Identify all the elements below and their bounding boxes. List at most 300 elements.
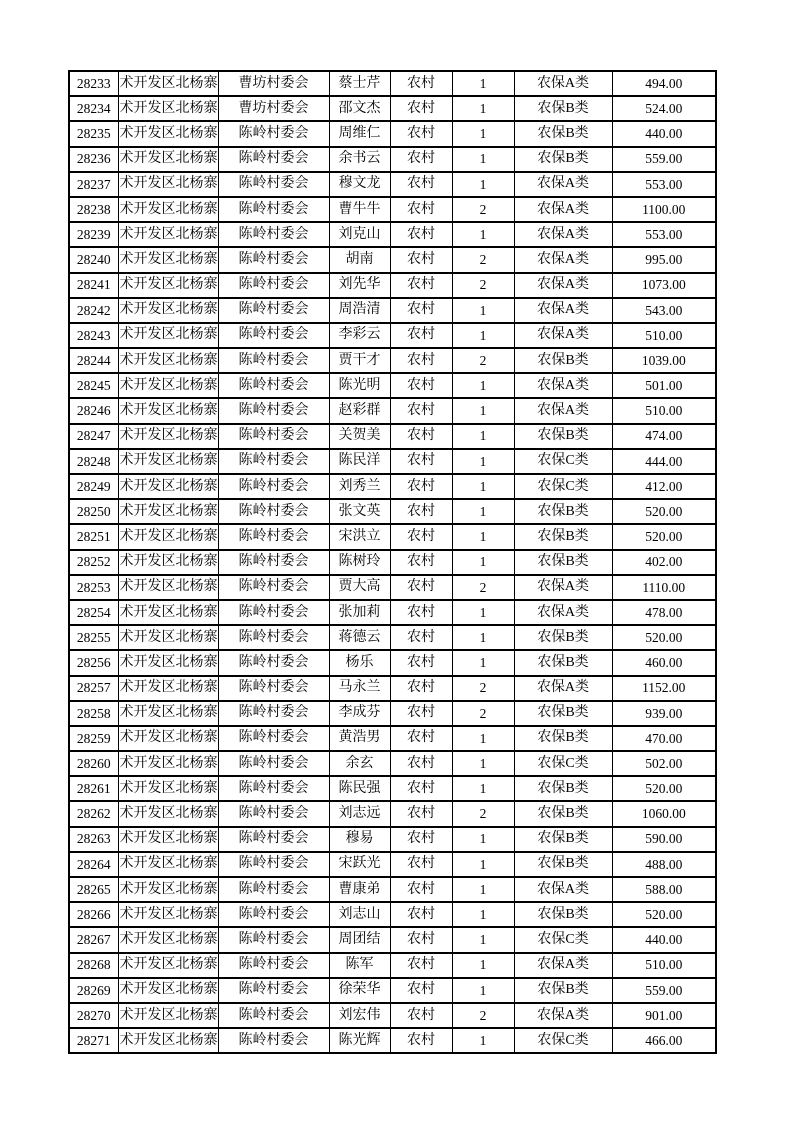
cell-residence: 农村 (390, 575, 452, 600)
table-row (69, 222, 716, 247)
cell-count: 1 (452, 71, 514, 96)
table-row (69, 273, 716, 298)
cell-district: 术开发区北杨寨 (118, 348, 218, 373)
cell-amount: 460.00 (612, 650, 716, 675)
cell-village: 陈岭村委会 (218, 650, 329, 675)
cell-village: 陈岭村委会 (218, 222, 329, 247)
cell-village: 陈岭村委会 (218, 827, 329, 852)
cell-amount: 488.00 (612, 852, 716, 877)
cell-id: 28238 (69, 197, 118, 222)
cell-residence: 农村 (390, 273, 452, 298)
cell-village: 陈岭村委会 (218, 701, 329, 726)
cell-count: 1 (452, 600, 514, 625)
cell-id: 28247 (69, 424, 118, 449)
cell-category: 农保B类 (514, 147, 612, 172)
cell-count: 1 (452, 953, 514, 978)
cell-residence: 农村 (390, 801, 452, 826)
cell-amount: 478.00 (612, 600, 716, 625)
cell-amount: 590.00 (612, 827, 716, 852)
cell-residence: 农村 (390, 701, 452, 726)
cell-name: 宋洪立 (329, 524, 390, 549)
cell-amount: 995.00 (612, 247, 716, 272)
cell-district: 术开发区北杨寨 (118, 701, 218, 726)
table-row (69, 600, 716, 625)
cell-village: 陈岭村委会 (218, 348, 329, 373)
cell-id: 28253 (69, 575, 118, 600)
cell-district: 术开发区北杨寨 (118, 625, 218, 650)
table-body (69, 71, 716, 1053)
cell-district: 术开发区北杨寨 (118, 449, 218, 474)
cell-village: 陈岭村委会 (218, 121, 329, 146)
cell-amount: 494.00 (612, 71, 716, 96)
cell-category: 农保B类 (514, 550, 612, 575)
cell-count: 1 (452, 398, 514, 423)
cell-village: 陈岭村委会 (218, 751, 329, 776)
cell-category: 农保B类 (514, 524, 612, 549)
cell-district: 术开发区北杨寨 (118, 852, 218, 877)
cell-residence: 农村 (390, 625, 452, 650)
cell-village: 曹坊村委会 (218, 71, 329, 96)
cell-village: 陈岭村委会 (218, 953, 329, 978)
cell-district: 术开发区北杨寨 (118, 524, 218, 549)
cell-id: 28259 (69, 726, 118, 751)
cell-name: 刘志山 (329, 902, 390, 927)
cell-village: 陈岭村委会 (218, 197, 329, 222)
table-row (69, 676, 716, 701)
cell-category: 农保B类 (514, 121, 612, 146)
cell-count: 1 (452, 751, 514, 776)
cell-amount: 502.00 (612, 751, 716, 776)
table-row (69, 927, 716, 952)
cell-count: 2 (452, 247, 514, 272)
cell-name: 马永兰 (329, 676, 390, 701)
cell-residence: 农村 (390, 449, 452, 474)
cell-village: 陈岭村委会 (218, 323, 329, 348)
cell-id: 28237 (69, 172, 118, 197)
cell-count: 1 (452, 726, 514, 751)
cell-category: 农保A类 (514, 398, 612, 423)
cell-village: 陈岭村委会 (218, 575, 329, 600)
cell-residence: 农村 (390, 524, 452, 549)
cell-amount: 588.00 (612, 877, 716, 902)
cell-district: 术开发区北杨寨 (118, 499, 218, 524)
table-row (69, 323, 716, 348)
cell-name: 张文英 (329, 499, 390, 524)
cell-village: 陈岭村委会 (218, 147, 329, 172)
cell-district: 术开发区北杨寨 (118, 147, 218, 172)
cell-district: 术开发区北杨寨 (118, 247, 218, 272)
cell-count: 2 (452, 676, 514, 701)
cell-residence: 农村 (390, 298, 452, 323)
cell-amount: 520.00 (612, 776, 716, 801)
cell-category: 农保C类 (514, 927, 612, 952)
cell-residence: 农村 (390, 751, 452, 776)
cell-count: 2 (452, 801, 514, 826)
cell-residence: 农村 (390, 499, 452, 524)
cell-id: 28254 (69, 600, 118, 625)
table-row (69, 373, 716, 398)
table-row (69, 449, 716, 474)
cell-amount: 553.00 (612, 222, 716, 247)
cell-category: 农保B类 (514, 978, 612, 1003)
cell-district: 术开发区北杨寨 (118, 373, 218, 398)
cell-category: 农保B类 (514, 96, 612, 121)
cell-name: 余书云 (329, 147, 390, 172)
cell-count: 1 (452, 902, 514, 927)
table-row (69, 726, 716, 751)
table-row (69, 776, 716, 801)
cell-id: 28246 (69, 398, 118, 423)
cell-id: 28250 (69, 499, 118, 524)
cell-category: 农保A类 (514, 1003, 612, 1028)
cell-name: 刘志远 (329, 801, 390, 826)
table-row (69, 550, 716, 575)
cell-id: 28243 (69, 323, 118, 348)
table-row (69, 398, 716, 423)
cell-id: 28239 (69, 222, 118, 247)
cell-count: 1 (452, 298, 514, 323)
cell-village: 陈岭村委会 (218, 1003, 329, 1028)
table-row (69, 424, 716, 449)
cell-village: 陈岭村委会 (218, 776, 329, 801)
cell-residence: 农村 (390, 978, 452, 1003)
table-row (69, 121, 716, 146)
cell-category: 农保B类 (514, 701, 612, 726)
cell-category: 农保C类 (514, 1028, 612, 1053)
cell-category: 农保B类 (514, 499, 612, 524)
cell-name: 穆易 (329, 827, 390, 852)
cell-village: 陈岭村委会 (218, 499, 329, 524)
table-row (69, 96, 716, 121)
cell-residence: 农村 (390, 247, 452, 272)
cell-district: 术开发区北杨寨 (118, 222, 218, 247)
cell-category: 农保A类 (514, 373, 612, 398)
cell-name: 黄浩男 (329, 726, 390, 751)
cell-district: 术开发区北杨寨 (118, 953, 218, 978)
cell-category: 农保A类 (514, 676, 612, 701)
cell-residence: 农村 (390, 927, 452, 952)
cell-category: 农保A类 (514, 298, 612, 323)
cell-district: 术开发区北杨寨 (118, 273, 218, 298)
cell-count: 1 (452, 877, 514, 902)
cell-amount: 440.00 (612, 121, 716, 146)
cell-id: 28249 (69, 474, 118, 499)
cell-category: 农保B类 (514, 726, 612, 751)
cell-residence: 农村 (390, 1028, 452, 1053)
cell-count: 1 (452, 1028, 514, 1053)
cell-residence: 农村 (390, 1003, 452, 1028)
cell-village: 陈岭村委会 (218, 172, 329, 197)
cell-residence: 农村 (390, 902, 452, 927)
cell-name: 陈民洋 (329, 449, 390, 474)
cell-name: 关贺美 (329, 424, 390, 449)
cell-id: 28266 (69, 902, 118, 927)
cell-district: 术开发区北杨寨 (118, 676, 218, 701)
cell-district: 术开发区北杨寨 (118, 575, 218, 600)
table-row (69, 801, 716, 826)
cell-category: 农保B类 (514, 852, 612, 877)
cell-name: 李彩云 (329, 323, 390, 348)
cell-residence: 农村 (390, 474, 452, 499)
cell-village: 陈岭村委会 (218, 902, 329, 927)
cell-id: 28270 (69, 1003, 118, 1028)
cell-name: 徐荣华 (329, 978, 390, 1003)
table-row (69, 71, 716, 96)
cell-name: 李成芬 (329, 701, 390, 726)
cell-village: 陈岭村委会 (218, 600, 329, 625)
table-row (69, 499, 716, 524)
cell-name: 张加莉 (329, 600, 390, 625)
table-row (69, 474, 716, 499)
table-row (69, 348, 716, 373)
cell-district: 术开发区北杨寨 (118, 474, 218, 499)
cell-district: 术开发区北杨寨 (118, 801, 218, 826)
cell-id: 28267 (69, 927, 118, 952)
cell-id: 28263 (69, 827, 118, 852)
cell-district: 术开发区北杨寨 (118, 197, 218, 222)
cell-district: 术开发区北杨寨 (118, 877, 218, 902)
cell-district: 术开发区北杨寨 (118, 71, 218, 96)
cell-amount: 440.00 (612, 927, 716, 952)
cell-village: 陈岭村委会 (218, 474, 329, 499)
cell-name: 陈树玲 (329, 550, 390, 575)
cell-village: 陈岭村委会 (218, 524, 329, 549)
table-row (69, 701, 716, 726)
cell-residence: 农村 (390, 373, 452, 398)
cell-name: 周团结 (329, 927, 390, 952)
cell-count: 1 (452, 121, 514, 146)
cell-category: 农保A类 (514, 273, 612, 298)
cell-village: 陈岭村委会 (218, 298, 329, 323)
cell-id: 28251 (69, 524, 118, 549)
cell-name: 贾干才 (329, 348, 390, 373)
table-row (69, 197, 716, 222)
cell-village: 陈岭村委会 (218, 550, 329, 575)
cell-name: 刘克山 (329, 222, 390, 247)
cell-name: 曹牛牛 (329, 197, 390, 222)
cell-id: 28258 (69, 701, 118, 726)
cell-name: 杨乐 (329, 650, 390, 675)
cell-village: 陈岭村委会 (218, 676, 329, 701)
cell-id: 28235 (69, 121, 118, 146)
cell-residence: 农村 (390, 71, 452, 96)
cell-name: 穆文龙 (329, 172, 390, 197)
cell-id: 28233 (69, 71, 118, 96)
cell-count: 1 (452, 625, 514, 650)
cell-amount: 559.00 (612, 978, 716, 1003)
cell-category: 农保A类 (514, 877, 612, 902)
table-row (69, 147, 716, 172)
cell-village: 陈岭村委会 (218, 927, 329, 952)
cell-category: 农保B类 (514, 424, 612, 449)
cell-category: 农保B类 (514, 801, 612, 826)
cell-residence: 农村 (390, 197, 452, 222)
cell-village: 陈岭村委会 (218, 625, 329, 650)
cell-amount: 524.00 (612, 96, 716, 121)
cell-count: 2 (452, 701, 514, 726)
cell-district: 术开发区北杨寨 (118, 902, 218, 927)
cell-count: 1 (452, 323, 514, 348)
cell-count: 2 (452, 273, 514, 298)
cell-village: 曹坊村委会 (218, 96, 329, 121)
cell-id: 28244 (69, 348, 118, 373)
cell-residence: 农村 (390, 676, 452, 701)
benefit-roster-table (68, 70, 717, 1054)
cell-id: 28236 (69, 147, 118, 172)
cell-district: 术开发区北杨寨 (118, 927, 218, 952)
cell-district: 术开发区北杨寨 (118, 424, 218, 449)
cell-amount: 474.00 (612, 424, 716, 449)
cell-amount: 520.00 (612, 499, 716, 524)
cell-amount: 1110.00 (612, 575, 716, 600)
cell-id: 28255 (69, 625, 118, 650)
cell-category: 农保B类 (514, 625, 612, 650)
cell-count: 1 (452, 172, 514, 197)
cell-village: 陈岭村委会 (218, 247, 329, 272)
cell-amount: 510.00 (612, 398, 716, 423)
cell-residence: 农村 (390, 877, 452, 902)
cell-amount: 939.00 (612, 701, 716, 726)
cell-name: 赵彩群 (329, 398, 390, 423)
cell-category: 农保B类 (514, 348, 612, 373)
cell-name: 曹康弟 (329, 877, 390, 902)
cell-district: 术开发区北杨寨 (118, 827, 218, 852)
cell-amount: 1039.00 (612, 348, 716, 373)
cell-count: 1 (452, 373, 514, 398)
table-row (69, 953, 716, 978)
cell-amount: 466.00 (612, 1028, 716, 1053)
cell-name: 贾大高 (329, 575, 390, 600)
table-row (69, 650, 716, 675)
table-row (69, 877, 716, 902)
cell-count: 1 (452, 96, 514, 121)
cell-id: 28268 (69, 953, 118, 978)
cell-amount: 559.00 (612, 147, 716, 172)
cell-amount: 1100.00 (612, 197, 716, 222)
cell-village: 陈岭村委会 (218, 978, 329, 1003)
cell-id: 28261 (69, 776, 118, 801)
cell-amount: 553.00 (612, 172, 716, 197)
cell-count: 1 (452, 776, 514, 801)
cell-district: 术开发区北杨寨 (118, 121, 218, 146)
cell-count: 2 (452, 348, 514, 373)
cell-name: 周浩清 (329, 298, 390, 323)
cell-name: 刘秀兰 (329, 474, 390, 499)
cell-count: 1 (452, 978, 514, 1003)
cell-village: 陈岭村委会 (218, 373, 329, 398)
table-row (69, 978, 716, 1003)
cell-amount: 1073.00 (612, 273, 716, 298)
cell-name: 陈光明 (329, 373, 390, 398)
cell-count: 1 (452, 424, 514, 449)
cell-count: 1 (452, 222, 514, 247)
cell-name: 蒋德云 (329, 625, 390, 650)
cell-village: 陈岭村委会 (218, 726, 329, 751)
cell-id: 28241 (69, 273, 118, 298)
cell-category: 农保B类 (514, 776, 612, 801)
cell-residence: 农村 (390, 398, 452, 423)
cell-name: 邵文杰 (329, 96, 390, 121)
cell-name: 陈军 (329, 953, 390, 978)
cell-count: 1 (452, 852, 514, 877)
cell-amount: 1152.00 (612, 676, 716, 701)
cell-district: 术开发区北杨寨 (118, 726, 218, 751)
cell-district: 术开发区北杨寨 (118, 172, 218, 197)
cell-count: 1 (452, 827, 514, 852)
table-row (69, 575, 716, 600)
cell-name: 胡南 (329, 247, 390, 272)
table-row (69, 1003, 716, 1028)
cell-district: 术开发区北杨寨 (118, 298, 218, 323)
cell-residence: 农村 (390, 852, 452, 877)
cell-id: 28245 (69, 373, 118, 398)
cell-amount: 510.00 (612, 323, 716, 348)
cell-category: 农保A类 (514, 600, 612, 625)
cell-village: 陈岭村委会 (218, 801, 329, 826)
cell-amount: 402.00 (612, 550, 716, 575)
cell-name: 宋跃光 (329, 852, 390, 877)
cell-count: 1 (452, 474, 514, 499)
cell-district: 术开发区北杨寨 (118, 600, 218, 625)
cell-category: 农保A类 (514, 575, 612, 600)
cell-id: 28240 (69, 247, 118, 272)
cell-id: 28248 (69, 449, 118, 474)
cell-village: 陈岭村委会 (218, 449, 329, 474)
cell-category: 农保A类 (514, 197, 612, 222)
cell-district: 术开发区北杨寨 (118, 550, 218, 575)
cell-residence: 农村 (390, 827, 452, 852)
cell-residence: 农村 (390, 650, 452, 675)
cell-amount: 543.00 (612, 298, 716, 323)
cell-category: 农保A类 (514, 172, 612, 197)
cell-village: 陈岭村委会 (218, 1028, 329, 1053)
cell-category: 农保A类 (514, 222, 612, 247)
cell-residence: 农村 (390, 348, 452, 373)
cell-id: 28252 (69, 550, 118, 575)
cell-village: 陈岭村委会 (218, 424, 329, 449)
cell-category: 农保B类 (514, 902, 612, 927)
cell-id: 28234 (69, 96, 118, 121)
cell-category: 农保C类 (514, 474, 612, 499)
table-row (69, 625, 716, 650)
cell-category: 农保C类 (514, 449, 612, 474)
cell-district: 术开发区北杨寨 (118, 776, 218, 801)
cell-count: 1 (452, 927, 514, 952)
cell-id: 28262 (69, 801, 118, 826)
cell-count: 1 (452, 524, 514, 549)
table-row (69, 247, 716, 272)
cell-count: 1 (452, 449, 514, 474)
cell-residence: 农村 (390, 121, 452, 146)
cell-amount: 510.00 (612, 953, 716, 978)
cell-name: 陈光辉 (329, 1028, 390, 1053)
cell-id: 28264 (69, 852, 118, 877)
cell-district: 术开发区北杨寨 (118, 1028, 218, 1053)
cell-amount: 412.00 (612, 474, 716, 499)
cell-residence: 农村 (390, 600, 452, 625)
cell-category: 农保B类 (514, 650, 612, 675)
cell-name: 蔡士芹 (329, 71, 390, 96)
cell-count: 1 (452, 147, 514, 172)
cell-village: 陈岭村委会 (218, 398, 329, 423)
cell-count: 2 (452, 575, 514, 600)
cell-name: 刘先华 (329, 273, 390, 298)
cell-district: 术开发区北杨寨 (118, 650, 218, 675)
cell-residence: 农村 (390, 147, 452, 172)
table-row (69, 524, 716, 549)
table-row (69, 298, 716, 323)
cell-amount: 520.00 (612, 902, 716, 927)
